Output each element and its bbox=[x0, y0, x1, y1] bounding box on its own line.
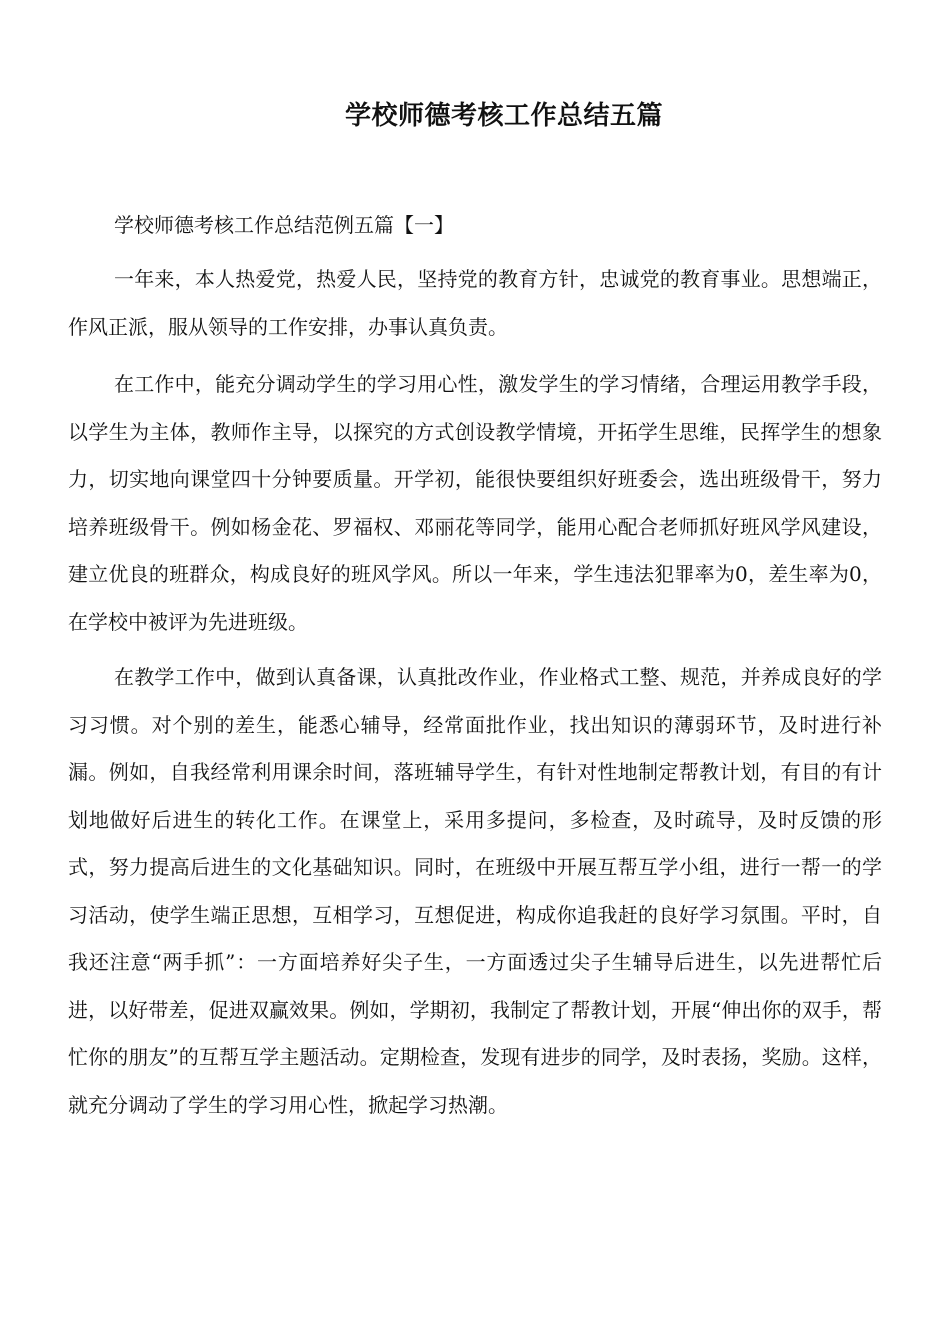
section-heading: 学校师德考核工作总结范例五篇【一】 bbox=[114, 213, 454, 237]
paragraph-1: 一年来，本人热爱党，热爱人民，坚持党的教育方针，忠诚党的教育事业。思想端正，作风正派，服从领导的工作安排，办事认真负责。 bbox=[68, 267, 882, 339]
paragraph-2: 在工作中，能充分调动学生的学习用心性，激发学生的学习情绪，合理运用教学手段，以学生为主体，教师作主导，以探究的方式创设教学情境，开拓学生思维，民挥学生的想象力，切实地向课堂四十分钟要质量。开学初，能很快要组织好班委会，选出班级骨干，努力培养班级骨干。例如杨金花、罗福权、邓丽花等同学，能用心配合老师抓好班风学风建设，建立优良的班群众，构成良好的班风学风。所以一年来，学生违法犯罪率为0，差生率为0，在学校中被评为先进班级。 bbox=[68, 372, 882, 634]
document-title: 学校师德考核工作总结五篇 bbox=[344, 101, 663, 131]
document-body bbox=[68, 206, 882, 1137]
paragraph-3: 在教学工作中，做到认真备课，认真批改作业，作业格式工整、规范，并养成良好的学习习惯。对个别的差生，能悉心辅导，经常面批作业，找出知识的薄弱环节，及时进行补漏。例如，自我经常利用课余时间，落班辅导学生，有针对性地制定帮教计划，有目的有计划地做好后进生的转化工作。在课堂上，采用多提问，多检查，及时疏导，及时反馈的形式，努力提高后进生的文化基础知识。同时，在班级中开展互帮互学小组，进行一帮一的学习活动，使学生端正思想，互相学习，互想促进，构成你追我赶的良好学习氛围。平时，自我还注意“两手抓”：一方面培养好尖子生，一方面透过尖子生辅导后进生，以先进帮忙后进，以好带差，促进双赢效果。例如，学期初，我制定了帮教计划，开展“伸出你的双手，帮忙你的朋友”的互帮互学主题活动。定期检查，发现有进步的同学，及时表扬，奖励。这样，就充分调动了学生的学习用心性，掀起学习热潮。 bbox=[68, 665, 882, 1117]
